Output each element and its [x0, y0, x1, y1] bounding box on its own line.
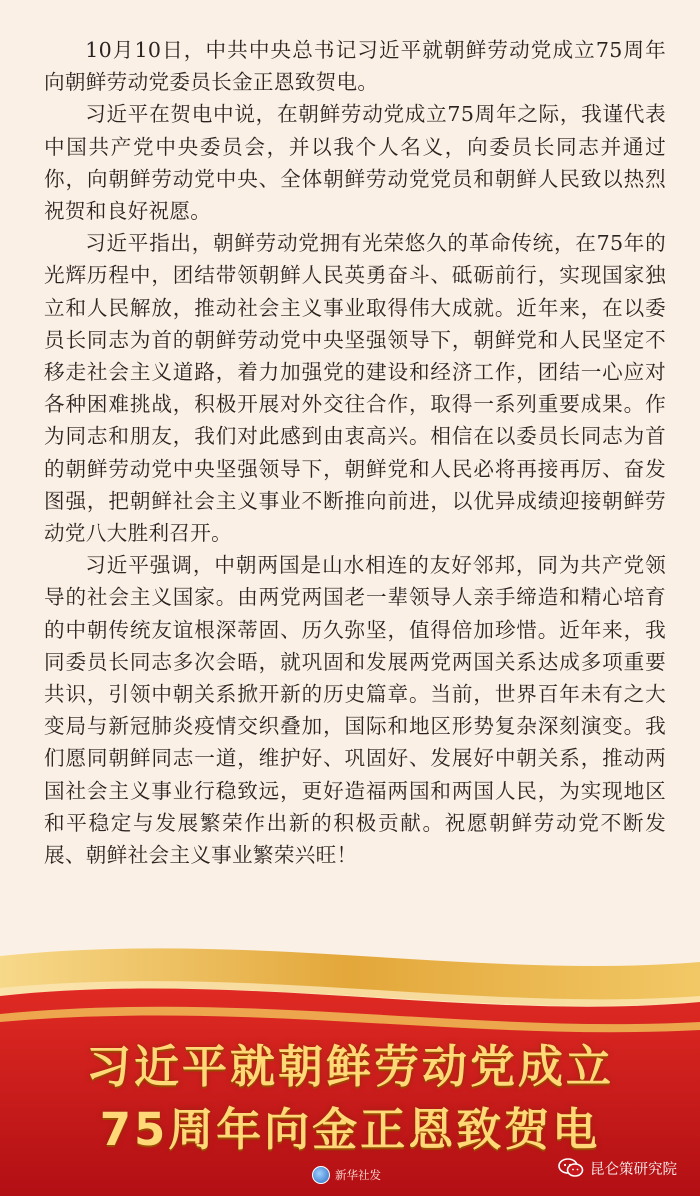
paragraph-4: 习近平强调，中朝两国是山水相连的友好邻邦，同为共产党领导的社会主义国家。由两党两国老一辈领导人亲手缔造和精心培育的中朝传统友谊根深蒂固、历久弥坚，值得倍加珍惜。近年来，我同委员长同志多次会晤，就巩固和发展两党两国关系达成多项重要共识，引领中朝关系掀开新的历史篇章。当前，世界百年未有之大变局与新冠肺炎疫情交织叠加，国际和地区形势复杂深刻演变。我们愿同朝鲜同志一道，维护好、巩固好、发展好中朝关系，推动两国社会主义事业行稳致远，更好造福两国和两国人民，为实现地区和平稳定与发展繁荣作出新的积极贡献。祝愿朝鲜劳动党不断发展、朝鲜社会主义事业繁荣兴旺！	[44, 553, 666, 868]
source-credit	[312, 1165, 381, 1185]
paragraph-1: 10月10日，中共中央总书记习近平就朝鲜劳动党成立75周年向朝鲜劳动党委员长金正恩致贺电。	[44, 38, 666, 95]
article-body	[44, 34, 666, 871]
paragraph-3: 习近平指出，朝鲜劳动党拥有光荣悠久的革命传统，在75年的光辉历程中，团结带领朝鲜人民英勇奋斗、砥砺前行，实现国家独立和人民解放，推动社会主义事业取得伟大成就。近年来，在以委员长同志为首的朝鲜劳动党中央坚强领导下，朝鲜党和人民坚定不移走社会主义道路，着力加强党的建设和经济工作，团结一心应对各种困难挑战，积极开展对外交往合作，取得一系列重要成果。作为同志和朋友，我们对此感到由衷高兴。相信在以委员长同志为首的朝鲜劳动党中央坚强领导下，朝鲜党和人民必将再接再厉、奋发图强，把朝鲜社会主义事业不断推向前进，以优异成绩迎接朝鲜劳动党八大胜利召开。	[44, 231, 666, 546]
wechat-watermark	[558, 1155, 677, 1181]
headline-line-1: 习近平就朝鲜劳动党成立	[85, 1040, 614, 1093]
wechat-account-name: 昆仑策研究院	[590, 1161, 677, 1178]
wechat-icon	[558, 1158, 584, 1178]
headline-line-2: 75周年向金正恩致贺电	[99, 1103, 601, 1156]
source-credit-label: 新华社发	[335, 1168, 381, 1182]
paragraph-2: 习近平在贺电中说，在朝鲜劳动党成立75周年之际，我谨代表中国共产党中央委员会，并以我个人名义，向委员长同志并通过你，向朝鲜劳动党中央、全体朝鲜劳动党党员和朝鲜人民致以热烈祝贺和良好祝愿。	[44, 102, 666, 224]
xinhua-logo-icon	[312, 1166, 330, 1184]
